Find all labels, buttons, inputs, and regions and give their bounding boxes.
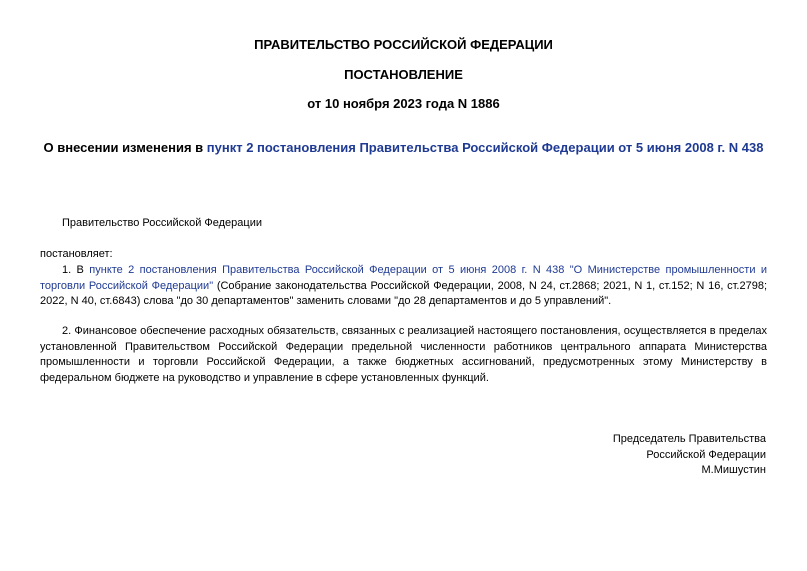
signature-position-line-2: Российской Федерации: [646, 449, 766, 461]
document-title: [40, 140, 767, 156]
item-1-paragraph: [40, 263, 767, 310]
document-type-heading: ПОСТАНОВЛЕНИЕ: [344, 67, 463, 82]
decrees-paragraph: постановляет:: [40, 248, 113, 260]
signature-name: М.Мишустин: [701, 464, 766, 476]
signature-position-line-1: Председатель Правительства: [612, 433, 766, 445]
government-heading: ПРАВИТЕЛЬСТВО РОССИЙСКОЙ ФЕДЕРАЦИИ: [254, 37, 553, 52]
title-link[interactable]: пункт 2 постановления Правительства Российской Федерации от 5 июня 2008 г. N 438: [206, 140, 764, 155]
title-prefix: О внесении изменения в: [43, 140, 207, 155]
item-1-prefix: 1. В: [62, 264, 90, 276]
document-date-number: от 10 ноября 2023 года N 1886: [307, 96, 500, 111]
intro-paragraph: Правительство Российской Федерации: [62, 217, 262, 229]
item-1-text: (Собрание законодательства Российской Федерации, 2008, N 24, ст.2868; 2021, N 1, ст.152; N 16, ст.2798; 2022, N 40, ст.6843) слова "до 30 департаментов" заменить словами "до 28 департаментов и до 5 управлений".: [40, 279, 767, 307]
item-2-paragraph: 2. Финансовое обеспечение расходных обязательств, связанных с реализацией настоящего постановления, осуществляется в пределах установленной Правительством Российской Федерации предельной численности работников центрального аппарата Министерства промышленности и торговли Российской Федерации, а также бюджетных ассигнований, предусмотренных этому Министерству в федеральном бюджете на руководство и управление в сфере установленных функций.: [40, 325, 767, 384]
item-1-link[interactable]: пункте 2 постановления Правительства Российской Федерации от 5 июня 2008 г. N 438 "О Министерстве промышленности и торговли Российской Федерации": [40, 264, 768, 292]
